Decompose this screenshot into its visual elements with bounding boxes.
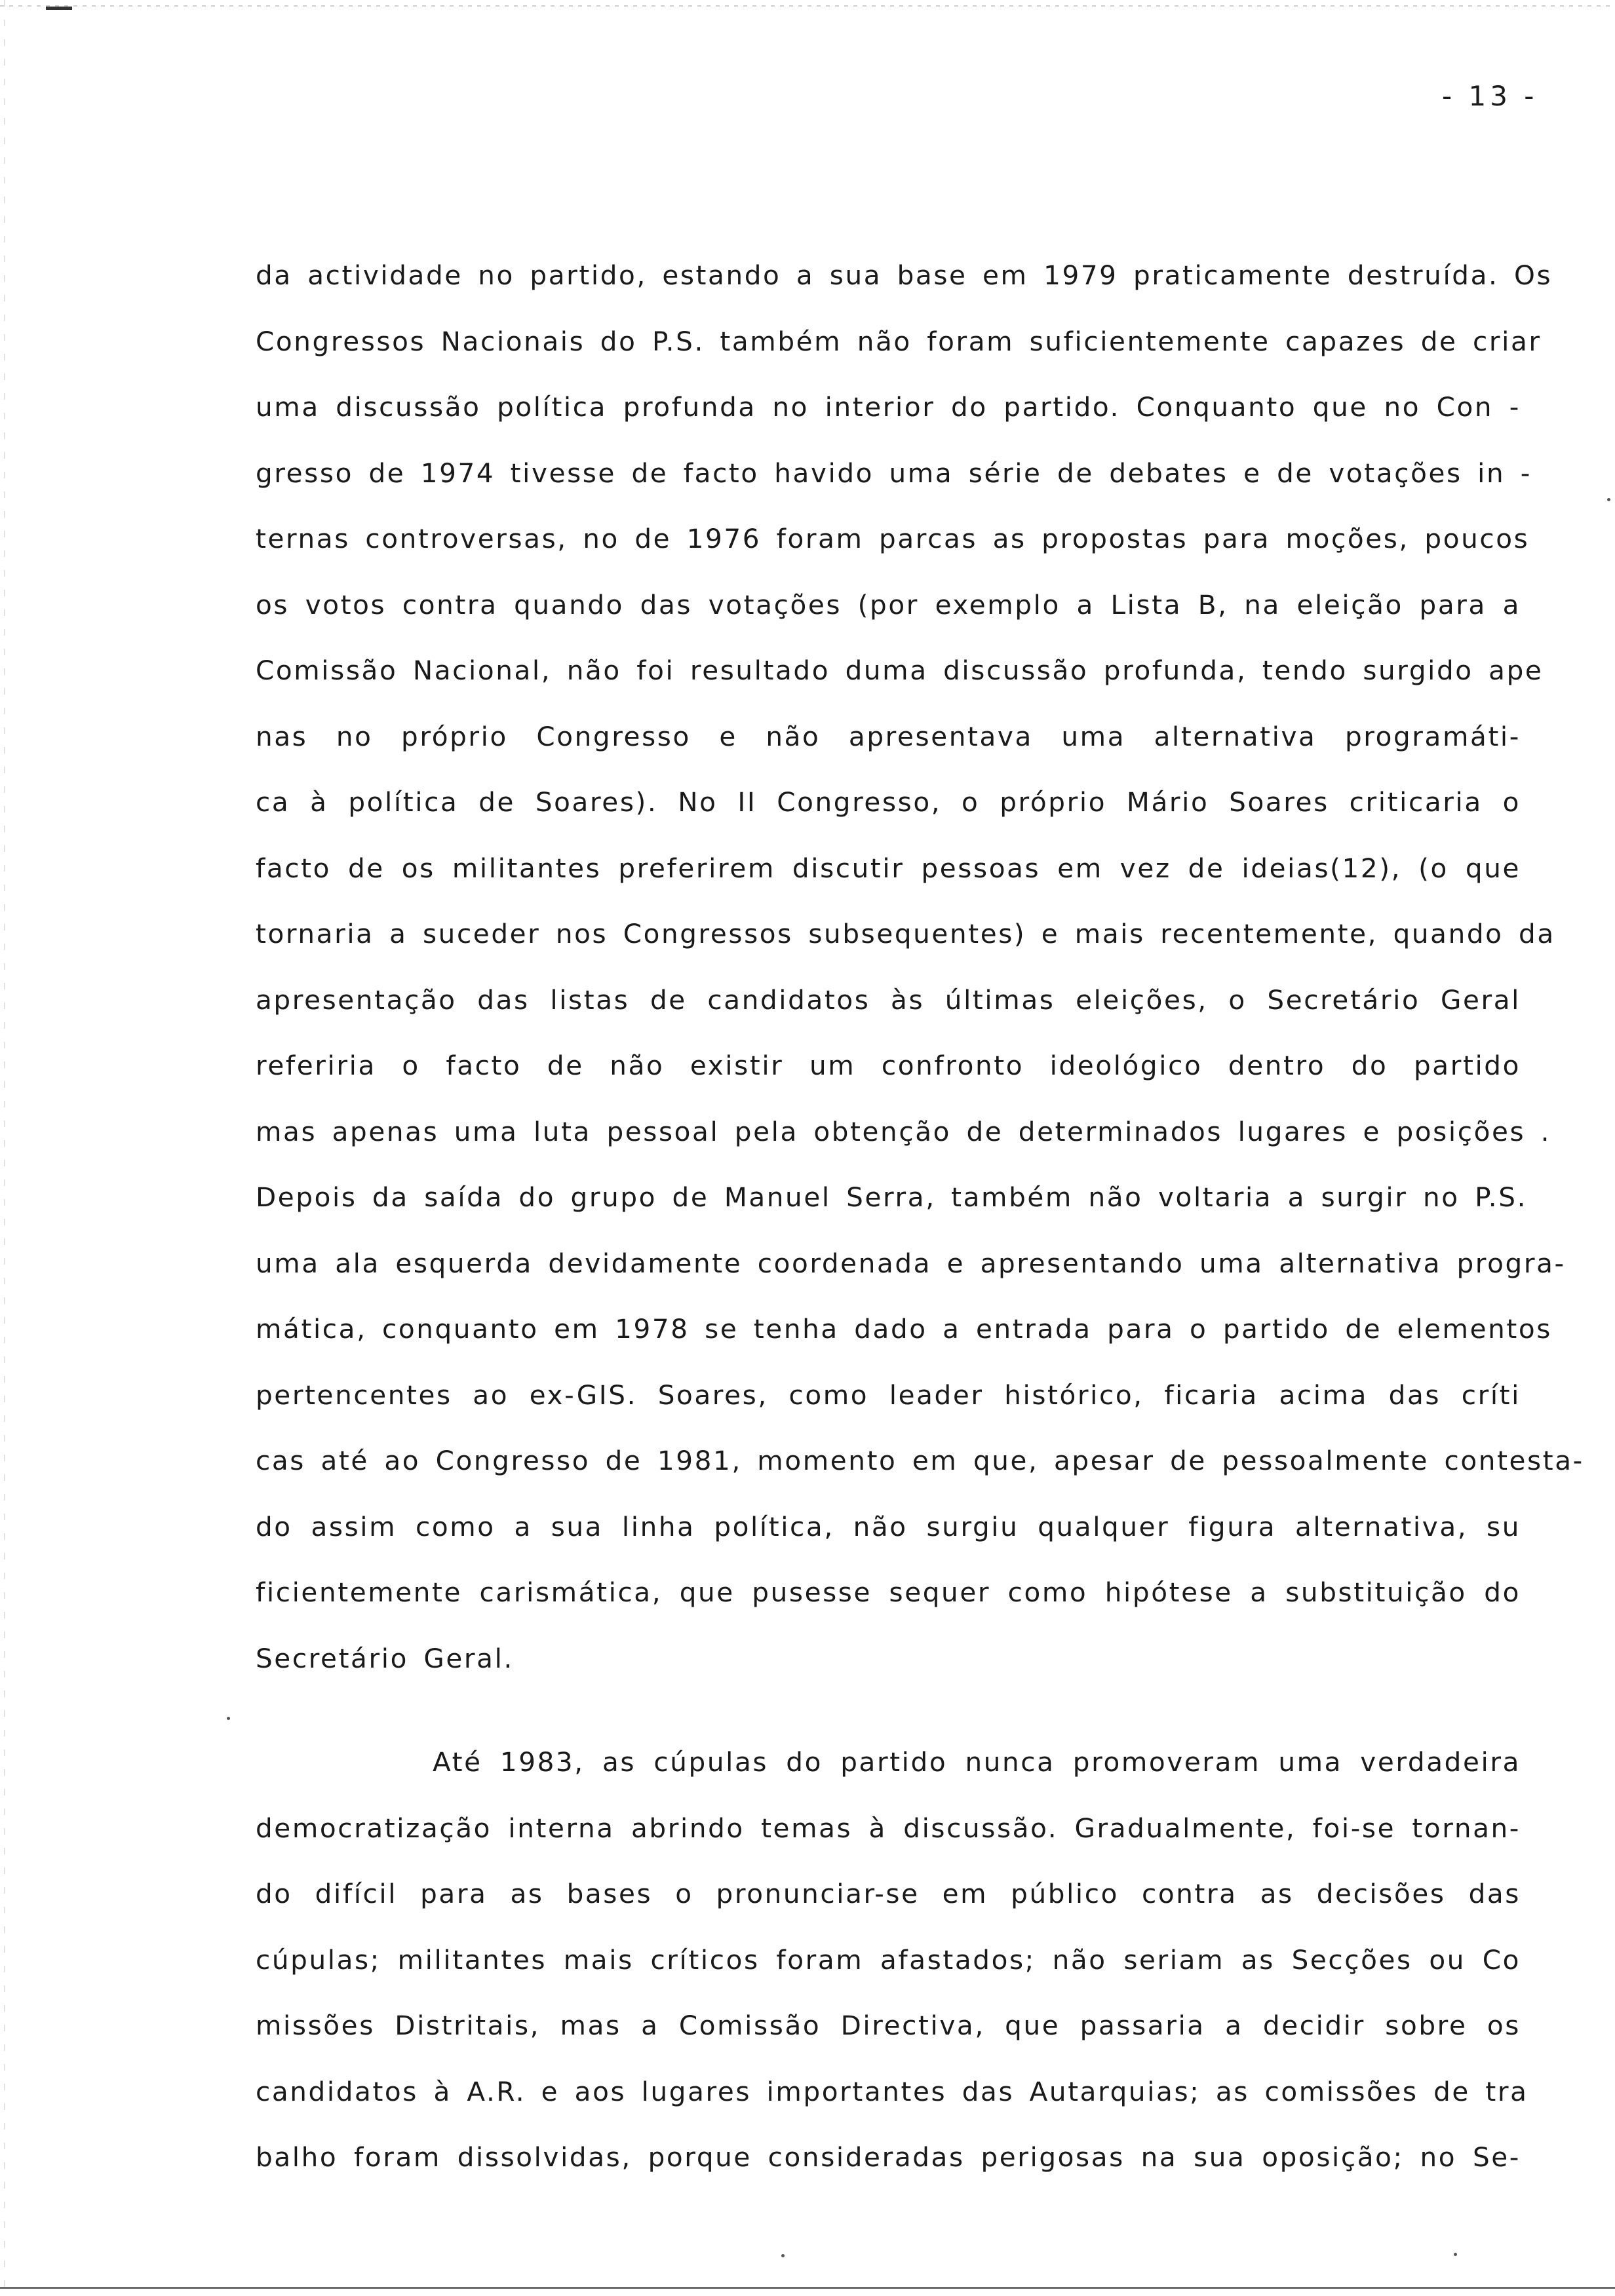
text-line: Secretário Geral. xyxy=(256,1642,514,1674)
left-scan-edge xyxy=(4,0,5,2296)
scan-speck xyxy=(1454,2253,1457,2256)
text-line: candidatos à A.R. e aos lugares importantes das Autarquias; as comissões de tra xyxy=(256,2075,1528,2107)
text-line: mas apenas uma luta pessoal pela obtenção de determinados lugares e posições . xyxy=(256,1115,1551,1147)
paragraph-gap xyxy=(256,1691,1521,1729)
top-scan-mark xyxy=(46,7,72,10)
paragraph-2 xyxy=(256,1729,1528,2191)
scan-speck xyxy=(227,1717,230,1720)
text-line: Até 1983, as cúpulas do partido nunca promoveram uma verdadeira xyxy=(433,1746,1521,1778)
text-line: ficientemente carismática, que pusesse sequer como hipótese a substituição do xyxy=(256,1577,1521,1608)
text-line: missões Distritais, mas a Comissão Directiva, que passaria a decidir sobre os xyxy=(256,2010,1521,2041)
text-line: os votos contra quando das votações (por exemplo a Lista B, na eleição para a xyxy=(256,588,1521,621)
bottom-scan-edge xyxy=(0,2287,1615,2289)
paragraph-1 xyxy=(256,242,1584,1691)
text-line: balho foram dissolvidas, porque consideradas perigosas na sua oposição; no Se- xyxy=(256,2141,1521,2173)
text-line: apresentação das listas de candidatos às últimas eleições, o Secretário Geral xyxy=(256,984,1521,1016)
text-line: do assim como a sua linha política, não surgiu qualquer figura alternativa, su xyxy=(256,1510,1521,1542)
text-line: ca à política de Soares). No II Congresso, o próprio Mário Soares criticaria o xyxy=(256,786,1521,818)
text-line: uma discussão política profunda no interior do partido. Conquanto que no Con - xyxy=(256,391,1521,423)
body-text xyxy=(256,242,1584,2191)
text-line: uma ala esquerda devidamente coordenada e apresentando uma alternativa progra- xyxy=(256,1247,1566,1279)
text-line: cúpulas; militantes mais críticos foram afastados; não seriam as Secções ou Co xyxy=(256,1943,1521,1976)
text-line: facto de os militantes preferirem discutir pessoas em vez de ideias(12), (o que xyxy=(256,852,1521,884)
scan-speck xyxy=(781,2254,785,2257)
text-line: tornaria a suceder nos Congressos subsequentes) e mais recentemente, quando da xyxy=(256,918,1555,949)
scan-speck xyxy=(1607,498,1610,501)
text-line: pertencentes ao ex-GIS. Soares, como leader histórico, ficaria acima das críti xyxy=(256,1379,1521,1411)
text-line: gresso de 1974 tivesse de facto havido uma série de debates e de votações in - xyxy=(256,457,1532,489)
text-line: ternas controversas, no de 1976 foram parcas as propostas para moções, poucos xyxy=(256,523,1530,554)
text-line: nas no próprio Congresso e não apresentava uma alternativa programáti- xyxy=(256,720,1521,752)
text-line: Depois da saída do grupo de Manuel Serra, também não voltaria a surgir no P.S. xyxy=(256,1181,1528,1213)
page-number: - 13 - xyxy=(1442,80,1538,112)
text-line: do difícil para as bases o pronunciar-se em público contra as decisões das xyxy=(256,1878,1521,1909)
text-line: da actividade no partido, estando a sua base em 1979 praticamente destruída. Os xyxy=(256,259,1553,291)
text-line: referiria o facto de não existir um confronto ideológico dentro do partido xyxy=(256,1050,1521,1081)
text-line: Congressos Nacionais do P.S. também não foram suficientemente capazes de criar xyxy=(256,325,1542,357)
top-scan-edge xyxy=(0,5,1615,7)
text-line: mática, conquanto em 1978 se tenha dado a entrada para o partido de elementos xyxy=(256,1313,1552,1345)
text-line: democratização interna abrindo temas à discussão. Gradualmente, foi-se tornan- xyxy=(256,1812,1521,1844)
text-line: cas até ao Congresso de 1981, momento em que, apesar de pessoalmente contesta- xyxy=(256,1445,1584,1476)
text-line: Comissão Nacional, não foi resultado duma discussão profunda, tendo surgido ape xyxy=(256,655,1544,686)
